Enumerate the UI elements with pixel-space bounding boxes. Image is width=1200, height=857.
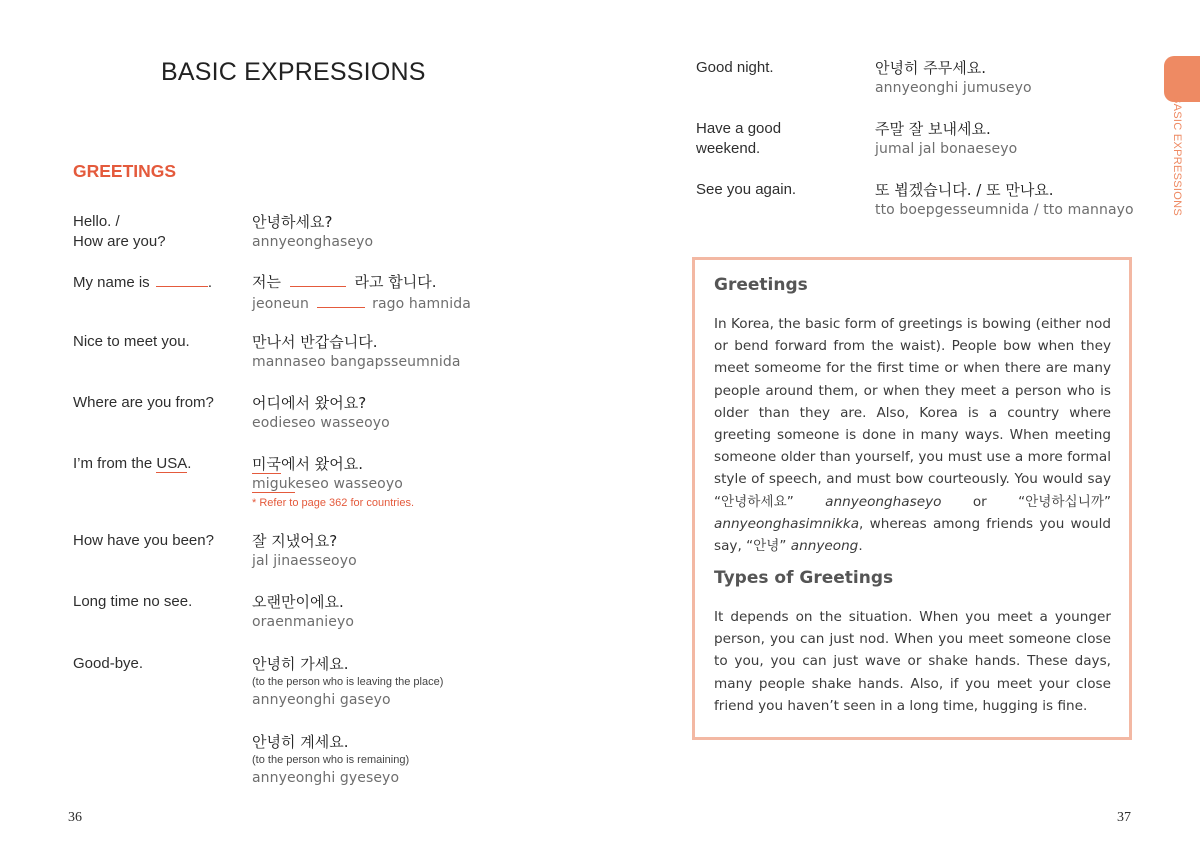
english-phrase: Good-bye. — [73, 655, 144, 672]
english-text: . — [207, 274, 213, 291]
blank-line — [317, 292, 365, 308]
paragraph-italic: annyeonghasimnikka — [714, 515, 860, 532]
korean-text: 저는 — [252, 273, 281, 291]
english-line: Hello. / — [73, 213, 120, 230]
korean-column — [252, 531, 582, 572]
section-heading-greetings: GREETINGS — [73, 161, 177, 181]
romanization: annyeonghaseyo — [252, 234, 374, 250]
korean-phrase — [252, 271, 582, 292]
paragraph-text: . — [858, 538, 863, 555]
english-text: My name is — [73, 274, 150, 291]
romanization: jumal jal bonaeseyo — [875, 141, 1018, 157]
korean-phrase: 안녕히 계세요. — [252, 733, 349, 751]
romanization-text: rago hamnida — [372, 296, 471, 312]
paragraph-text: , whereas among friends you would say, “안녕” — [714, 515, 1111, 555]
romanization-text-underlined: miguk — [252, 476, 296, 492]
usage-note: (to the person who is leaving the place) — [252, 676, 444, 688]
box-paragraph-greetings — [714, 313, 1111, 557]
english-line: Have a good — [696, 120, 782, 137]
korean-column — [252, 592, 582, 633]
chapter-side-label: BASIC EXPRESSIONS — [1171, 96, 1183, 217]
korean-column — [875, 180, 1175, 221]
english-phrase: Long time no see. — [73, 593, 193, 610]
korean-column — [875, 119, 1175, 160]
korean-phrase: 만나서 반갑습니다. — [252, 333, 378, 351]
english-line: How are you? — [73, 233, 166, 250]
english-phrase: Where are you from? — [73, 394, 214, 411]
english-phrase: How have you been? — [73, 532, 214, 549]
paragraph-text: In Korea, the basic form of greetings is bowing (either nod or bend forward from the waist). People bow when they meet someome for the first time or when there are many people around them, or when they meet a person who is older than they are. Also, Korea is a country where greeting someone is done in many ways. When meeting someone older than yourself, you must use a more formal style of speech, and must bow courteously. You would say “안녕하세요” — [714, 316, 1111, 510]
english-phrase — [73, 271, 243, 293]
page-number: 37 — [1117, 810, 1131, 825]
romanization: annyeonghi gyeseyo — [252, 770, 400, 786]
english-text-underlined: USA — [156, 455, 188, 472]
romanization — [252, 292, 582, 315]
korean-text: 에서 왔어요. — [280, 455, 363, 473]
korean-phrase: 안녕하세요? — [252, 213, 333, 231]
korean-phrase: 잘 지냈어요? — [252, 532, 338, 550]
box-paragraph-types: It depends on the situation. When you meet a younger person, you can just nod. When you meet someone close to you, you can just wave or shake hands. These days, many people shake hands. Also, if you meet your close friend you haven’t seen in a long time, hugging is fine. — [714, 609, 1111, 714]
blank-line — [156, 271, 208, 287]
korean-phrase — [252, 454, 582, 474]
english-phrase — [73, 454, 243, 474]
romanization: tto boepgesseumnida / tto mannayo — [875, 202, 1134, 218]
romanization: annyeonghi gaseyo — [252, 692, 391, 708]
english-phrase — [696, 119, 866, 159]
korean-text-underlined: 미국 — [252, 455, 281, 473]
english-text: I’m from the — [73, 455, 157, 472]
paragraph-italic: annyeong — [790, 538, 859, 555]
box-heading-greetings: Greetings — [714, 275, 808, 295]
korean-phrase: 안녕히 가세요. — [252, 655, 349, 673]
romanization: annyeonghi jumuseyo — [875, 80, 1032, 96]
korean-phrase: 주말 잘 보내세요. — [875, 120, 991, 138]
blank-line — [290, 271, 346, 287]
korean-column — [252, 454, 582, 512]
romanization-text: eseo wasseoyo — [295, 476, 403, 492]
korean-column — [252, 212, 582, 253]
right-page — [600, 0, 1200, 857]
romanization: eodieseo wasseoyo — [252, 415, 390, 431]
box-heading-types: Types of Greetings — [714, 568, 894, 588]
korean-column — [252, 332, 582, 373]
korean-column — [252, 271, 582, 315]
english-text: . — [187, 455, 192, 472]
english-line: weekend. — [696, 140, 761, 157]
romanization: jal jinaesseoyo — [252, 553, 357, 569]
korean-column — [875, 58, 1175, 99]
korean-text: 라고 합니다. — [354, 273, 437, 291]
romanization: oraenmanieyo — [252, 614, 355, 630]
korean-phrase: 또 뵙겠습니다. / 또 만나요. — [875, 181, 1054, 199]
page-title: BASIC EXPRESSIONS — [161, 58, 426, 86]
reference-note: * Refer to page 362 for countries. — [252, 497, 415, 509]
usage-note: (to the person who is remaining) — [252, 754, 410, 766]
paragraph-text: or “안녕하십니까” — [941, 493, 1111, 510]
english-phrase: Good night. — [696, 59, 774, 76]
english-phrase — [73, 212, 243, 252]
culture-note-box — [692, 257, 1132, 740]
paragraph-italic: annyeonghaseyo — [825, 493, 942, 510]
korean-phrase: 안녕히 주무세요. — [875, 59, 986, 77]
romanization-text: jeoneun — [252, 296, 310, 312]
korean-column — [252, 732, 582, 789]
romanization: mannaseo bangapsseumnida — [252, 354, 461, 370]
korean-phrase: 오랜만이에요. — [252, 593, 344, 611]
korean-column — [252, 654, 582, 711]
page-number: 36 — [68, 810, 82, 825]
korean-column — [252, 393, 582, 434]
english-phrase: See you again. — [696, 181, 797, 198]
english-phrase: Nice to meet you. — [73, 333, 190, 350]
korean-phrase: 어디에서 왔어요? — [252, 394, 367, 412]
romanization — [252, 474, 582, 495]
